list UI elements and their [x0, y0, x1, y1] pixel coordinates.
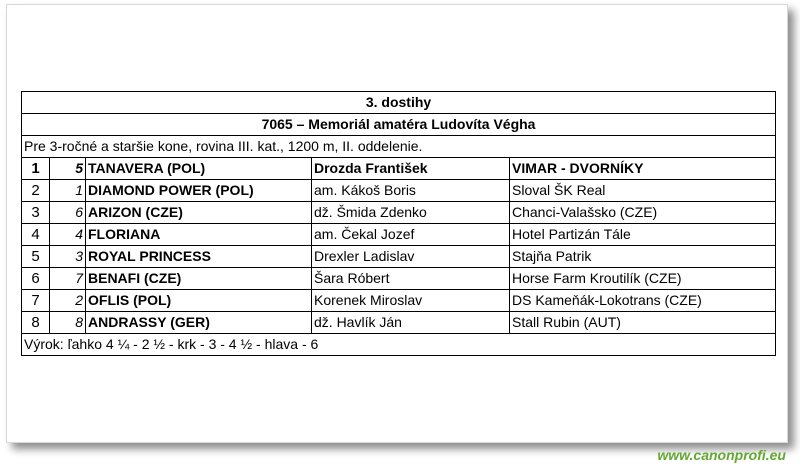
table-row [22, 158, 776, 180]
number-cell: 2 [50, 290, 86, 312]
jockey-cell: Drexler Ladislav [312, 246, 510, 268]
horse-cell: ANDRASSY (GER) [86, 312, 312, 334]
owner-cell: Hotel Partizán Tále [510, 224, 776, 246]
jockey-cell: Šara Róbert [312, 268, 510, 290]
place-cell: 7 [22, 290, 50, 312]
place-cell: 1 [22, 158, 50, 180]
watermark: www.canonprofi.eu [657, 447, 786, 463]
jockey-cell: dž. Havlík Ján [312, 312, 510, 334]
table-row [22, 290, 776, 312]
owner-cell: Stall Rubin (AUT) [510, 312, 776, 334]
table-row [22, 246, 776, 268]
race-conditions: Pre 3-ročné a staršie kone, rovina III. kat., 1200 m, II. oddelenie. [22, 136, 776, 158]
number-cell: 1 [50, 180, 86, 202]
number-cell: 3 [50, 246, 86, 268]
owner-cell: VIMAR - DVORNÍKY [510, 158, 776, 180]
place-cell: 2 [22, 180, 50, 202]
owner-cell: Chanci-Valašsko (CZE) [510, 202, 776, 224]
owner-cell: Stajňa Patrik [510, 246, 776, 268]
jockey-cell: am. Čekal Jozef [312, 224, 510, 246]
number-cell: 5 [50, 158, 86, 180]
horse-cell: DIAMOND POWER (POL) [86, 180, 312, 202]
jockey-cell: Drozda František [312, 158, 510, 180]
section-title: 3. dostihy [22, 92, 776, 114]
place-cell: 6 [22, 268, 50, 290]
race-name: 7065 – Memoriál amatéra Ludovíta Végha [22, 114, 776, 136]
horse-cell: FLORIANA [86, 224, 312, 246]
number-cell: 8 [50, 312, 86, 334]
owner-cell: Horse Farm Kroutilík (CZE) [510, 268, 776, 290]
table-row [22, 268, 776, 290]
owner-cell: DS Kameňák-Lokotrans (CZE) [510, 290, 776, 312]
race-name-row [22, 114, 776, 136]
owner-cell: Sloval ŠK Real [510, 180, 776, 202]
table-row [22, 180, 776, 202]
verdict-row [22, 334, 776, 356]
place-cell: 3 [22, 202, 50, 224]
place-cell: 4 [22, 224, 50, 246]
jockey-cell: dž. Šmida Zdenko [312, 202, 510, 224]
horse-cell: ARIZON (CZE) [86, 202, 312, 224]
horse-cell: TANAVERA (POL) [86, 158, 312, 180]
place-cell: 5 [22, 246, 50, 268]
horse-cell: BENAFI (CZE) [86, 268, 312, 290]
number-cell: 6 [50, 202, 86, 224]
section-row [22, 92, 776, 114]
place-cell: 8 [22, 312, 50, 334]
jockey-cell: Korenek Miroslav [312, 290, 510, 312]
table-row [22, 202, 776, 224]
table-row [22, 312, 776, 334]
results-table [21, 91, 776, 356]
horse-cell: ROYAL PRINCESS [86, 246, 312, 268]
horse-cell: OFLIS (POL) [86, 290, 312, 312]
race-verdict: Výrok: ľahko 4 ¼ - 2 ½ - krk - 3 - 4 ½ - hlava - 6 [22, 334, 776, 356]
number-cell: 7 [50, 268, 86, 290]
number-cell: 4 [50, 224, 86, 246]
conditions-row [22, 136, 776, 158]
jockey-cell: am. Kákoš Boris [312, 180, 510, 202]
table-row [22, 224, 776, 246]
